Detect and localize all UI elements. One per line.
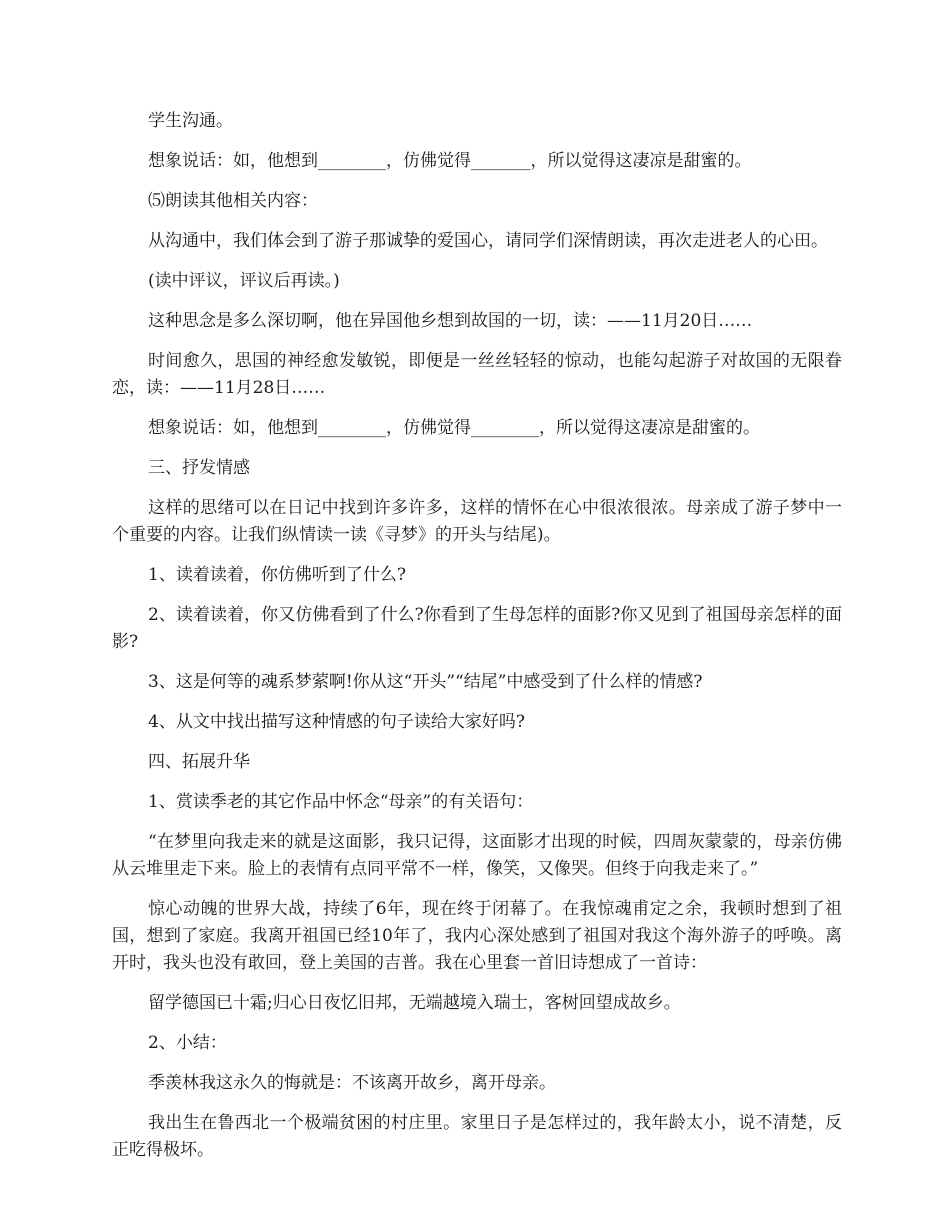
- poem-paragraph: 留学德国已十霜;归心日夜忆旧邦，无端越境入瑞士，客树回望成故乡。: [148, 993, 681, 1013]
- section-heading: 四、拓展升华: [148, 752, 250, 772]
- list-item: 1、赏读季老的其它作品中怀念“母亲”的有关语句：: [148, 792, 534, 812]
- paragraph: 季羡林我这永久的悔就是：不该离开故乡，离开母亲。: [148, 1073, 556, 1093]
- paragraph: 学生沟通。: [148, 111, 233, 131]
- section-heading: 三、抒发情感: [148, 458, 250, 478]
- quote-paragraph: “在梦里向我走来的就是这面影，我只记得，这面影才出现的时候，四周灰蒙蒙的，母亲仿佛从云堆里走下来。脸上的表情有点同平常不一样，像笑，又像哭。但终于向我走来了。”: [112, 832, 842, 879]
- paragraph: 我出生在鲁西北一个极端贫困的村庄里。家里日子是怎样过的，我年龄太小，说不清楚，反正吃得极坏。: [112, 1113, 842, 1160]
- list-item: 1、读着读着，你仿佛听到了什么?: [148, 565, 406, 585]
- paragraph: 想象说话：如，他想到________，仿佛觉得_______，所以觉得这凄凉是甜蜜的。: [148, 151, 752, 171]
- list-item: 2、小结：: [148, 1033, 227, 1053]
- paragraph: 时间愈久，思国的神经愈发敏锐，即便是一丝丝轻轻的惊动，也能勾起游子对故国的无限眷恋，读：——11月28日……: [112, 351, 842, 398]
- paragraph: 这种思念是多么深切啊，他在异国他乡想到故国的一切，读：——11月20日……: [148, 311, 753, 331]
- document-body: [112, 108, 842, 1177]
- paragraph: 惊心动魄的世界大战，持续了6年，现在终于闭幕了。在我惊魂甫定之余，我顿时想到了祖国，想到了家庭。我离开祖国已经10年了，我内心深处感到了祖国对我这个海外游子的呼唤。离开时，我头也没有敢回，登上美国的吉普。我在心里套一首旧诗想成了一首诗：: [112, 899, 842, 973]
- paragraph: 这样的思绪可以在日记中找到许多许多，这样的情怀在心中很浓很浓。母亲成了游子梦中一个重要的内容。让我们纵情读一读《寻梦》的开头与结尾)。: [112, 498, 842, 545]
- paragraph: 从沟通中，我们体会到了游子那诚挚的爱国心，请同学们深情朗读，再次走进老人的心田。: [148, 231, 828, 251]
- list-item: 2、读着读着，你又仿佛看到了什么?你看到了生母怎样的面影?你又见到了祖国母亲怎样的面影?: [112, 605, 842, 652]
- paragraph: 想象说话：如，他想到________，仿佛觉得________，所以觉得这凄凉是甜蜜的。: [148, 418, 760, 438]
- list-item: 3、这是何等的魂系梦萦啊!你从这“开头”“结尾”中感受到了什么样的情感?: [148, 672, 703, 692]
- paragraph: ⑸朗读其他相关内容：: [148, 191, 318, 211]
- paragraph: (读中评议，评议后再读。): [148, 271, 340, 291]
- list-item: 4、从文中找出描写这种情感的句子读给大家好吗?: [148, 712, 525, 732]
